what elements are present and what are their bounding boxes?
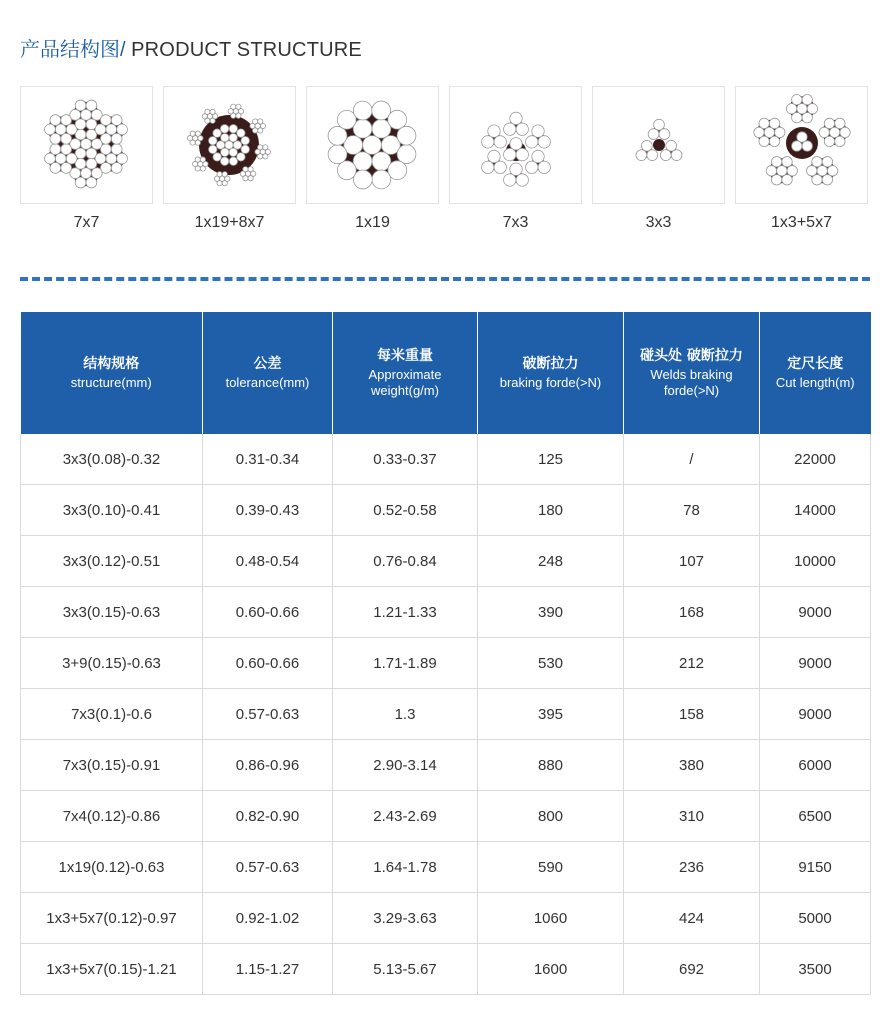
wire-circle — [236, 113, 241, 118]
header-en: braking forde(>N) — [499, 375, 602, 390]
cell-tolerance: 0.60-0.66 — [203, 638, 333, 689]
wire-circle — [61, 144, 72, 155]
wire-circle — [111, 144, 122, 155]
wire-circle — [538, 161, 550, 173]
wire-circle — [229, 134, 237, 142]
cell-cut-length: 6000 — [760, 740, 871, 791]
structure-image-box — [592, 86, 725, 204]
wire-circle — [229, 148, 237, 156]
cell-weld-breaking-force: / — [624, 434, 760, 485]
wire-circle — [81, 168, 92, 179]
cell-weight: 2.43-2.69 — [333, 791, 478, 842]
cell-tolerance: 0.31-0.34 — [203, 434, 333, 485]
cell-weight: 1.71-1.89 — [333, 638, 478, 689]
header-zh: 每米重量 — [377, 348, 433, 364]
structure-image-box — [449, 86, 582, 204]
structure-label: 1x19 — [355, 214, 390, 231]
dashed-divider — [20, 277, 870, 281]
wire-circle — [258, 145, 263, 150]
wire-circle — [86, 177, 97, 188]
wire-circle — [45, 124, 56, 135]
wire-circle — [494, 161, 506, 173]
table-row — [21, 740, 871, 791]
wire-circle — [50, 115, 61, 126]
wire-circle — [66, 153, 77, 164]
cell-weld-breaking-force: 424 — [624, 893, 760, 944]
wire-circle — [328, 126, 347, 145]
structure-image-box — [163, 86, 296, 204]
structure-item-3x3 — [592, 86, 725, 236]
cell-weight: 0.76-0.84 — [333, 536, 478, 587]
cell-cut-length: 6500 — [760, 791, 871, 842]
header-zh: 公差 — [253, 356, 282, 372]
wire-circle — [488, 125, 500, 137]
cell-cut-length: 3500 — [760, 944, 871, 995]
structure-image-box — [306, 86, 439, 204]
wire-circle — [510, 138, 522, 150]
cell-structure: 1x3+5x7(0.12)-0.97 — [21, 893, 203, 944]
header-tolerance — [203, 312, 333, 434]
cell-cut-length: 9000 — [760, 689, 871, 740]
header-zh: 破断拉力 — [522, 356, 579, 372]
header-cut-length — [760, 312, 871, 434]
wire-circle — [200, 157, 205, 162]
wire-circle — [482, 136, 494, 148]
cell-structure: 1x19(0.12)-0.63 — [21, 842, 203, 893]
cell-weight: 5.13-5.67 — [333, 944, 478, 995]
wire-circle — [641, 140, 652, 151]
cell-breaking-force: 248 — [478, 536, 624, 587]
wire-circle — [253, 119, 258, 124]
wire-circle — [190, 131, 195, 136]
wire-circle — [222, 181, 227, 186]
wire-circle — [769, 136, 779, 146]
cell-breaking-force: 180 — [478, 485, 624, 536]
wire-circle — [61, 163, 72, 174]
cell-breaking-force: 395 — [478, 689, 624, 740]
cell-structure: 3x3(0.15)-0.63 — [21, 587, 203, 638]
wire-circle — [111, 133, 122, 144]
wire-circle — [111, 163, 122, 174]
wire-circle — [792, 94, 802, 104]
wire-circle — [243, 167, 248, 172]
wire-circle — [824, 118, 834, 128]
wire-circle — [237, 129, 245, 137]
header-en: Cut length(m) — [775, 375, 855, 390]
wire-circle — [81, 109, 92, 120]
cell-structure: 7x4(0.12)-0.86 — [21, 791, 203, 842]
title-english: PRODUCT STRUCTURE — [131, 39, 362, 61]
wire-circle — [822, 157, 832, 167]
header-en: tolerance(mm) — [225, 375, 310, 390]
cell-weight: 0.33-0.37 — [333, 434, 478, 485]
wire-circle — [70, 109, 81, 120]
structure-label: 1x19+8x7 — [194, 214, 265, 231]
wire-circle — [538, 136, 550, 148]
table-row — [21, 689, 871, 740]
wire-circle — [792, 141, 802, 151]
wire-circle — [647, 150, 658, 161]
cell-cut-length: 22000 — [760, 434, 871, 485]
cell-cut-length: 14000 — [760, 485, 871, 536]
wire-circle — [802, 112, 812, 122]
wire-circle — [50, 163, 61, 174]
cell-weld-breaking-force: 168 — [624, 587, 760, 638]
wire-circle — [248, 167, 253, 172]
table-row — [21, 893, 871, 944]
wire-circle — [106, 153, 117, 164]
wire-circle — [782, 175, 792, 185]
wire-circle — [671, 150, 682, 161]
structure-label: 7x3 — [502, 214, 529, 231]
structure-image-box — [735, 86, 868, 204]
wire-circle — [200, 166, 205, 171]
wire-circle — [222, 172, 227, 177]
header-zh: 碰头处 破断拉力 — [640, 348, 743, 364]
cell-tolerance: 0.39-0.43 — [203, 485, 333, 536]
cell-breaking-force: 1600 — [478, 944, 624, 995]
cell-cut-length: 9000 — [760, 587, 871, 638]
cell-structure: 1x3+5x7(0.15)-1.21 — [21, 944, 203, 995]
wire-circle — [248, 176, 253, 181]
wire-circle — [504, 148, 516, 160]
wire-circle — [213, 129, 221, 137]
wire-circle — [769, 118, 779, 128]
table-row — [21, 536, 871, 587]
wire-circle — [195, 157, 200, 162]
spec-table-body — [21, 434, 871, 995]
wire-circle — [372, 101, 391, 120]
header-en: Welds braking forde(>N) — [650, 367, 733, 398]
wire-circle — [812, 157, 822, 167]
wire-circle — [328, 145, 347, 164]
wire-circle — [782, 157, 792, 167]
wire-circle — [50, 144, 61, 155]
cell-breaking-force: 125 — [478, 434, 624, 485]
header-weld-breaking-force — [624, 312, 760, 434]
structure-item-1x3-5x7 — [735, 86, 868, 236]
wire-circle — [516, 148, 528, 160]
wire-circle — [236, 104, 241, 109]
cell-breaking-force: 590 — [478, 842, 624, 893]
wire-circle — [209, 136, 217, 144]
cell-tolerance: 1.15-1.27 — [203, 944, 333, 995]
spec-table — [20, 312, 871, 995]
cell-cut-length: 10000 — [760, 536, 871, 587]
wire-circle — [482, 161, 494, 173]
wire-circle — [229, 157, 237, 165]
wire-circle — [75, 119, 86, 130]
wire-circle — [504, 174, 516, 186]
cell-structure: 3+9(0.15)-0.63 — [21, 638, 203, 689]
cell-structure: 3x3(0.08)-0.32 — [21, 434, 203, 485]
wire-circle — [229, 125, 237, 133]
cell-tolerance: 0.57-0.63 — [203, 842, 333, 893]
structure-image-box — [20, 86, 153, 204]
cell-tolerance: 0.60-0.66 — [203, 587, 333, 638]
cell-tolerance: 0.86-0.96 — [203, 740, 333, 791]
structure-item-1x19 — [306, 86, 439, 236]
wire-circle — [241, 145, 249, 153]
wire-circle — [111, 115, 122, 126]
wire-circle — [372, 170, 391, 189]
header-weight — [333, 312, 478, 434]
wire-circle — [221, 134, 229, 142]
wire-circle — [213, 153, 221, 161]
wire-circle — [210, 109, 215, 114]
wire-circle — [220, 125, 228, 133]
wire-circle — [209, 145, 217, 153]
cell-tolerance: 0.92-1.02 — [203, 893, 333, 944]
wire-circle — [666, 140, 677, 151]
wire-circle — [195, 140, 200, 145]
wire-circle — [353, 101, 372, 120]
wire-circle — [75, 177, 86, 188]
cell-weld-breaking-force: 78 — [624, 485, 760, 536]
wire-circle — [241, 136, 249, 144]
wire-circle — [353, 170, 372, 189]
cell-tolerance: 0.57-0.63 — [203, 689, 333, 740]
cell-weld-breaking-force: 310 — [624, 791, 760, 842]
wire-circle — [532, 125, 544, 137]
wire-circle — [91, 168, 102, 179]
header-zh: 定尺长度 — [787, 356, 844, 372]
wire-circle — [532, 150, 544, 162]
structure-item-7x3 — [449, 86, 582, 236]
cell-tolerance: 0.82-0.90 — [203, 791, 333, 842]
structure-label: 7x7 — [73, 214, 100, 231]
wire-circle — [835, 118, 845, 128]
wire-circle — [636, 150, 647, 161]
structure-gallery — [20, 86, 870, 236]
wire-circle — [258, 128, 263, 133]
table-header-row — [21, 312, 871, 434]
core-fill — [653, 139, 665, 151]
table-row — [21, 791, 871, 842]
strand-7x3-icon — [450, 87, 581, 203]
cell-weld-breaking-force: 158 — [624, 689, 760, 740]
wire-circle — [217, 172, 222, 177]
wire-circle — [771, 157, 781, 167]
wire-circle — [117, 124, 128, 135]
strand-7x7-icon — [21, 87, 152, 203]
cell-structure: 7x3(0.15)-0.91 — [21, 740, 203, 791]
wire-circle — [835, 136, 845, 146]
wire-circle — [659, 129, 670, 140]
cell-cut-length: 9150 — [760, 842, 871, 893]
cell-weight: 1.64-1.78 — [333, 842, 478, 893]
wire-circle — [81, 139, 92, 150]
header-breaking-force — [478, 312, 624, 434]
cell-breaking-force: 800 — [478, 791, 624, 842]
wire-circle — [106, 124, 117, 135]
cell-breaking-force: 880 — [478, 740, 624, 791]
wire-circle — [494, 136, 506, 148]
wire-circle — [45, 153, 56, 164]
cell-breaking-force: 1060 — [478, 893, 624, 944]
header-structure — [21, 312, 203, 434]
wire-circle — [195, 131, 200, 136]
title-separator: / — [120, 39, 126, 61]
wire-circle — [488, 150, 500, 162]
cell-breaking-force: 390 — [478, 587, 624, 638]
structure-label: 1x3+5x7 — [771, 214, 832, 231]
wire-circle — [263, 145, 268, 150]
wire-circle — [263, 154, 268, 159]
cell-structure: 7x3(0.1)-0.6 — [21, 689, 203, 740]
header-zh: 结构规格 — [83, 356, 140, 372]
strand-1x19-8x7-icon — [164, 87, 295, 203]
wire-circle — [100, 115, 111, 126]
section-title — [20, 36, 362, 62]
wire-circle — [802, 94, 812, 104]
wire-circle — [205, 109, 210, 114]
wire-circle — [117, 153, 128, 164]
wire-circle — [75, 100, 86, 111]
table-row — [21, 842, 871, 893]
wire-circle — [86, 158, 97, 169]
cell-cut-length: 9000 — [760, 638, 871, 689]
cell-breaking-force: 530 — [478, 638, 624, 689]
header-en: structure(mm) — [70, 375, 152, 390]
structure-item-7x7 — [20, 86, 153, 236]
cell-weight: 3.29-3.63 — [333, 893, 478, 944]
table-row — [21, 485, 871, 536]
wire-circle — [654, 119, 665, 130]
strand-1x3-5x7-icon — [736, 87, 867, 203]
structure-label: 3x3 — [645, 214, 672, 231]
cell-weight: 0.52-0.58 — [333, 485, 478, 536]
cell-weight: 1.3 — [333, 689, 478, 740]
table-row — [21, 434, 871, 485]
cell-weld-breaking-force: 107 — [624, 536, 760, 587]
wire-circle — [504, 123, 516, 135]
header-en: Approximate weight(g/m) — [368, 367, 442, 398]
cell-weight: 2.90-3.14 — [333, 740, 478, 791]
wire-circle — [258, 119, 263, 124]
wire-circle — [526, 161, 538, 173]
title-chinese: 产品结构图 — [20, 37, 120, 61]
wire-circle — [231, 104, 236, 109]
wire-circle — [86, 100, 97, 111]
wire-circle — [100, 144, 111, 155]
cell-weld-breaking-force: 692 — [624, 944, 760, 995]
wire-circle — [210, 118, 215, 123]
cell-structure: 3x3(0.12)-0.51 — [21, 536, 203, 587]
cell-weld-breaking-force: 380 — [624, 740, 760, 791]
wire-circle — [660, 150, 671, 161]
wire-circle — [397, 145, 416, 164]
wire-circle — [510, 163, 522, 175]
wire-circle — [526, 136, 538, 148]
table-row — [21, 638, 871, 689]
wire-circle — [397, 126, 416, 145]
wire-circle — [220, 157, 228, 165]
wire-circle — [237, 153, 245, 161]
wire-circle — [759, 118, 769, 128]
table-row — [21, 944, 871, 995]
cell-weld-breaking-force: 212 — [624, 638, 760, 689]
wire-circle — [55, 153, 66, 164]
wire-circle — [95, 124, 106, 135]
wire-circle — [363, 136, 382, 155]
wire-circle — [510, 112, 522, 124]
cell-tolerance: 0.48-0.54 — [203, 536, 333, 587]
strand-3x3-icon — [593, 87, 724, 203]
wire-circle — [61, 133, 72, 144]
wire-circle — [648, 129, 659, 140]
wire-circle — [822, 175, 832, 185]
wire-circle — [802, 141, 812, 151]
wire-circle — [55, 124, 66, 135]
structure-item-1x19-8x7 — [163, 86, 296, 236]
wire-circle — [50, 133, 61, 144]
wire-circle — [516, 123, 528, 135]
cell-weight: 1.21-1.33 — [333, 587, 478, 638]
table-row — [21, 587, 871, 638]
wire-circle — [100, 133, 111, 144]
cell-structure: 3x3(0.10)-0.41 — [21, 485, 203, 536]
strand-1x19-icon — [307, 87, 438, 203]
cell-cut-length: 5000 — [760, 893, 871, 944]
wire-circle — [516, 174, 528, 186]
cell-weld-breaking-force: 236 — [624, 842, 760, 893]
